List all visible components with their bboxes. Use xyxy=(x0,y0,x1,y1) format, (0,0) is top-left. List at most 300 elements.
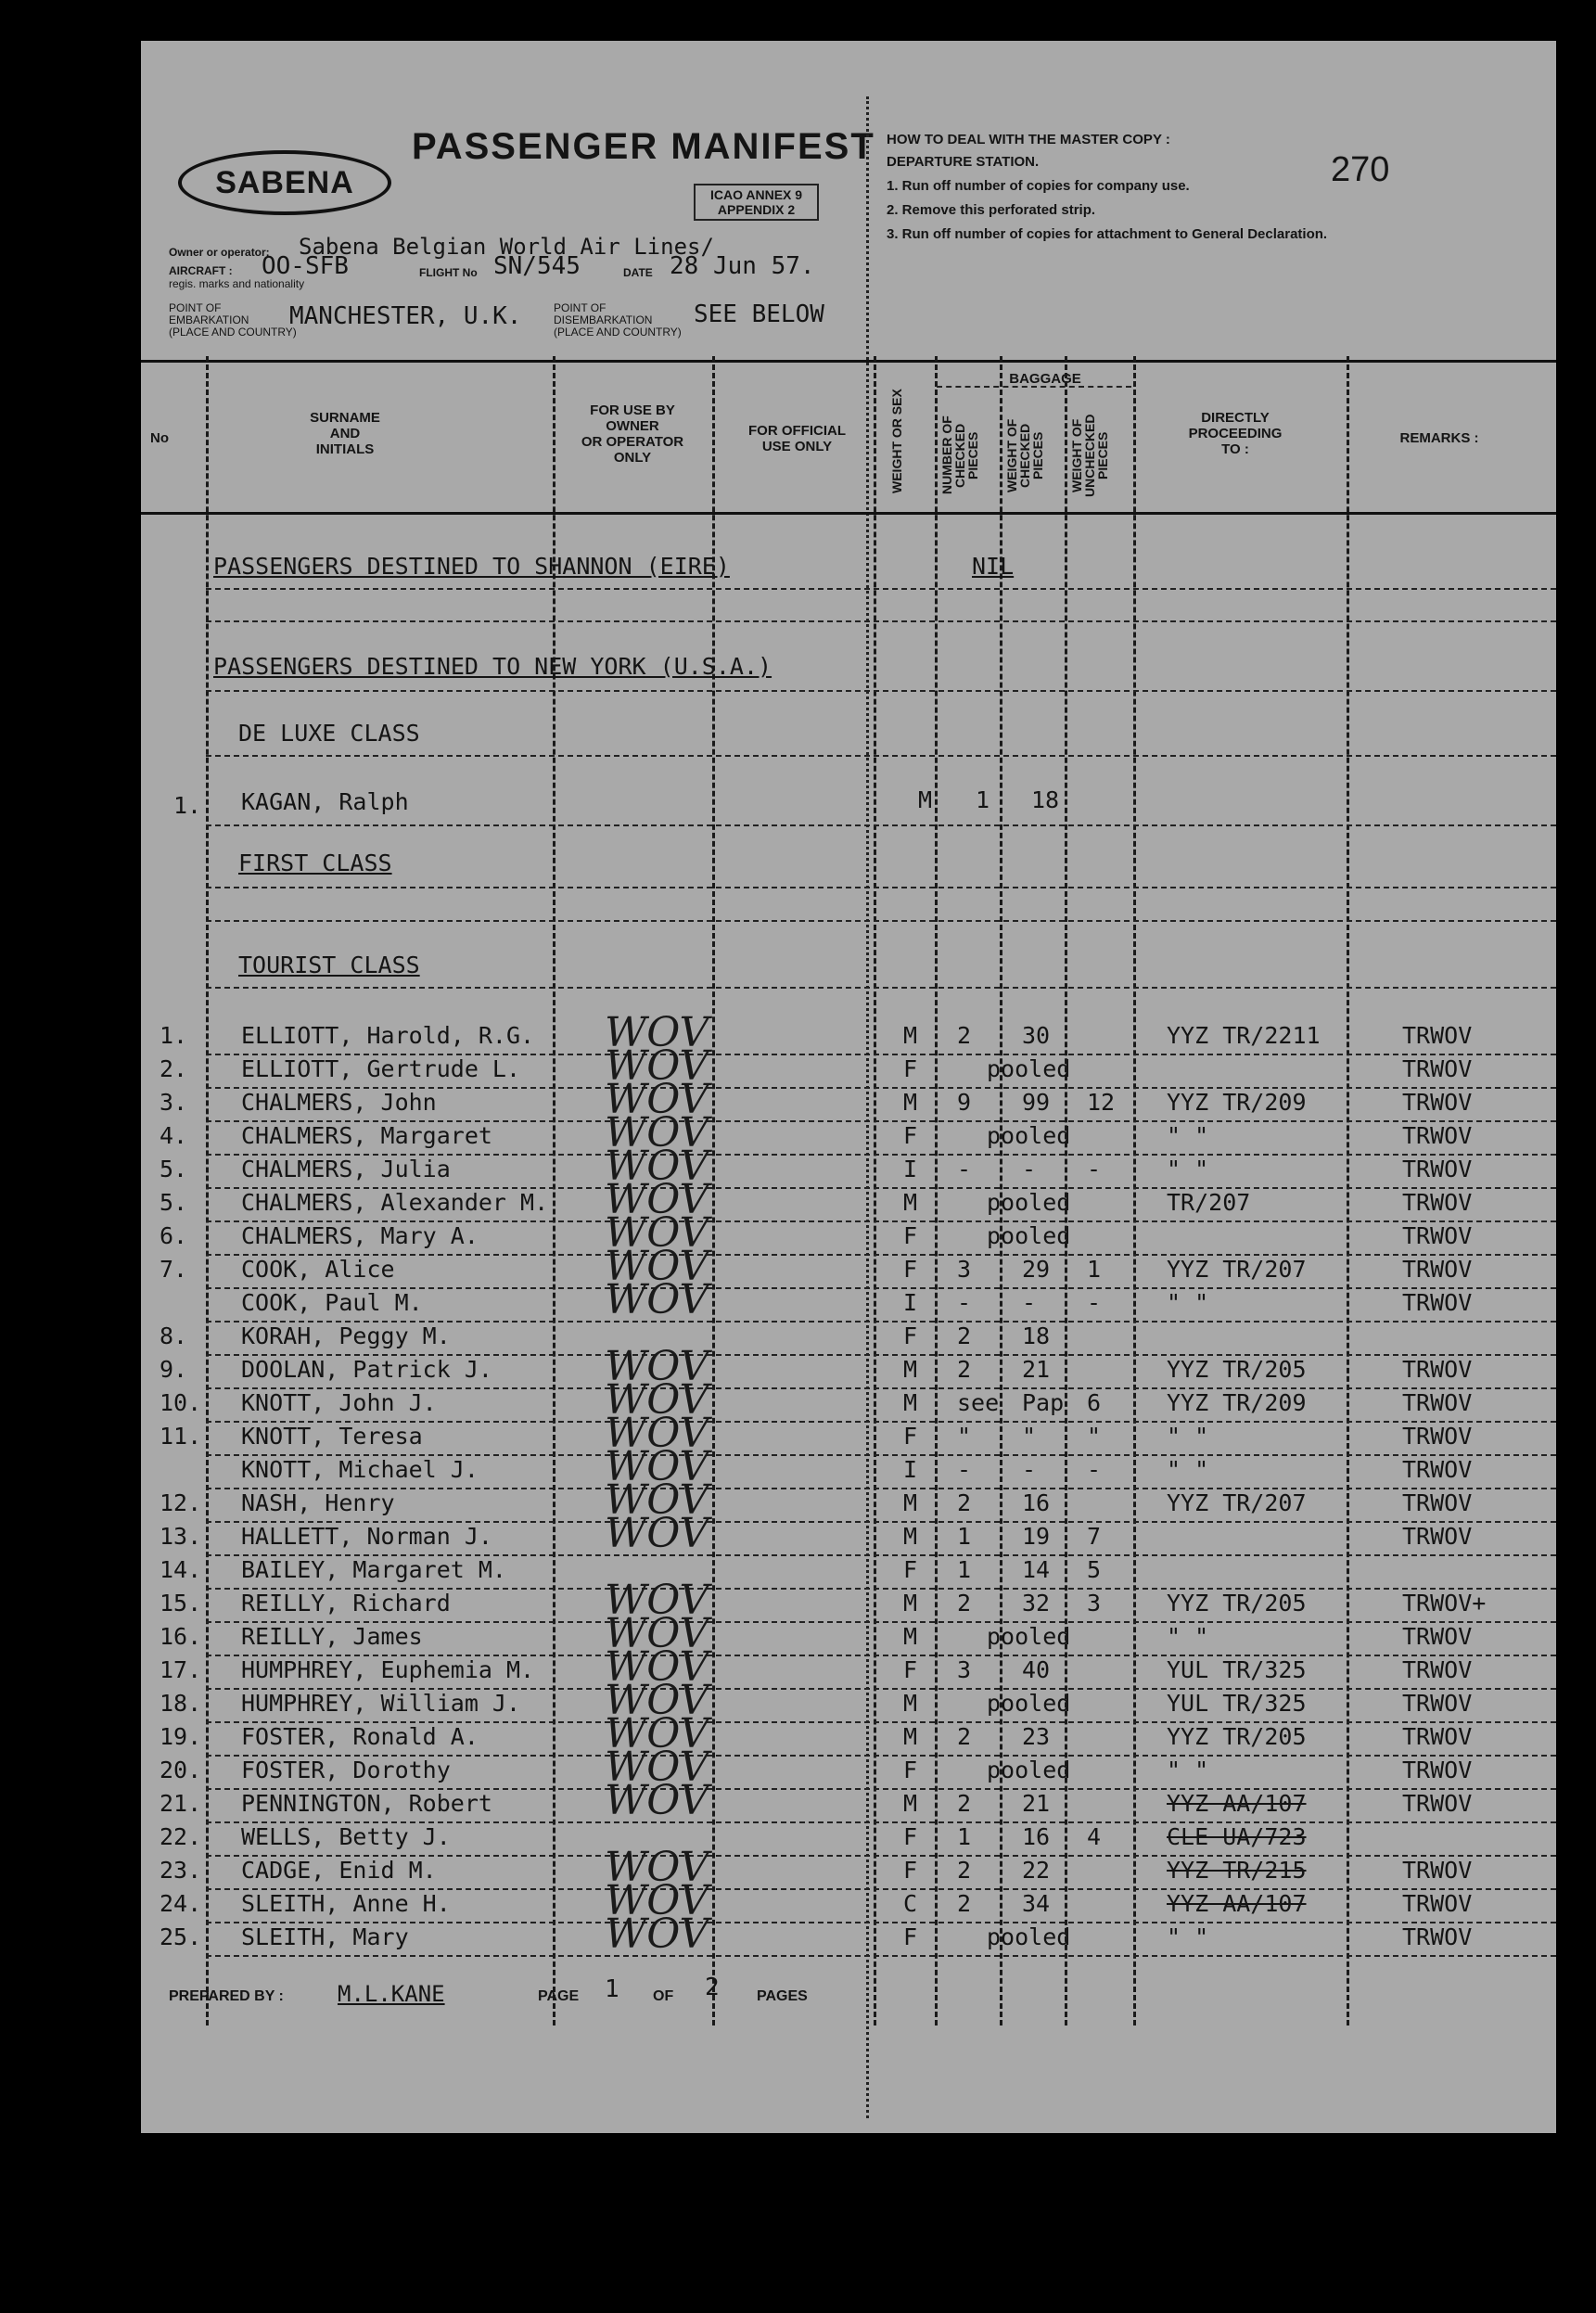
row-rule xyxy=(206,755,1556,757)
passenger-name: SLEITH, Mary xyxy=(241,1923,409,1950)
remarks: TRWOV xyxy=(1402,1222,1473,1249)
remarks: TRWOV xyxy=(1402,1423,1473,1450)
row-rule xyxy=(206,620,1556,622)
table-row xyxy=(141,1410,1556,1457)
proceeding-to: YYZ TR/205 xyxy=(1167,1356,1307,1383)
checked-weight: Pap xyxy=(1022,1389,1065,1416)
checked-pieces: - xyxy=(957,1456,972,1483)
proceeding-to: " " xyxy=(1167,1122,1209,1149)
checked-pieces: " xyxy=(957,1423,972,1450)
checked-pieces: 2 xyxy=(957,1323,972,1349)
remarks: TRWOV xyxy=(1402,1489,1473,1516)
table-row xyxy=(141,1042,1556,1090)
checked-pieces: 3 xyxy=(957,1256,972,1283)
table-row xyxy=(141,1143,1556,1190)
proceeding-to: " " xyxy=(1167,1423,1209,1450)
checked-weight: - xyxy=(1022,1156,1037,1182)
checked-pieces: pooled xyxy=(987,1222,1071,1249)
row-number: 17. xyxy=(160,1656,202,1683)
flight-label: FLIGHT No xyxy=(419,266,478,279)
section-shannon: PASSENGERS DESTINED TO SHANNON (EIRE) xyxy=(213,553,730,580)
remarks: TRWOV xyxy=(1402,1690,1473,1717)
col-header-baggage: BAGGAGE xyxy=(1009,371,1081,387)
aircraft-sublabel: regis. marks and nationality xyxy=(169,277,305,290)
icao-annex-box: ICAO ANNEX 9 APPENDIX 2 xyxy=(694,184,819,221)
unchecked-weight: - xyxy=(1087,1456,1102,1483)
passenger-sex: M xyxy=(903,1089,918,1116)
embarkation-label: POINT OF EMBARKATION (PLACE AND COUNTRY) xyxy=(169,301,297,339)
table-row xyxy=(141,1510,1556,1557)
proceeding-to: " " xyxy=(1167,1923,1209,1950)
handwritten-mark: WOV xyxy=(605,1243,709,1290)
row-number: 8. xyxy=(160,1323,188,1349)
checked-pieces: 2 xyxy=(957,1590,972,1617)
row-number: 24. xyxy=(160,1890,202,1917)
handwritten-mark: WOV xyxy=(605,1143,709,1190)
table-row xyxy=(141,1677,1556,1724)
unchecked-weight: " xyxy=(1087,1423,1102,1450)
row-rule xyxy=(206,588,1556,590)
baggage-divider xyxy=(937,386,1131,388)
passenger-sex: C xyxy=(903,1890,918,1917)
deluxe-passenger-pieces: 1 xyxy=(976,786,990,813)
remarks: TRWOV xyxy=(1402,1723,1473,1750)
passenger-name: KORAH, Peggy M. xyxy=(241,1323,451,1349)
unchecked-weight: 4 xyxy=(1087,1823,1102,1850)
col-header-no: No xyxy=(150,430,169,446)
operator-value: Sabena Belgian World Air Lines/ xyxy=(299,234,714,260)
row-number: 5. xyxy=(160,1189,188,1216)
col-header-proceeding: DIRECTLY PROCEEDING TO : xyxy=(1188,410,1283,457)
checked-pieces: 1 xyxy=(957,1523,972,1550)
checked-pieces: pooled xyxy=(987,1189,1071,1216)
instructions-title: HOW TO DEAL WITH THE MASTER COPY : xyxy=(887,132,1170,147)
checked-pieces: pooled xyxy=(987,1122,1071,1149)
unchecked-weight: 6 xyxy=(1087,1389,1102,1416)
table-row xyxy=(141,1777,1556,1824)
proceeding-to: YYZ TR/205 xyxy=(1167,1723,1307,1750)
passenger-sex: F xyxy=(903,1656,918,1683)
checked-pieces: 1 xyxy=(957,1556,972,1583)
passenger-sex: M xyxy=(903,1790,918,1817)
unchecked-weight: 12 xyxy=(1087,1089,1116,1116)
passenger-name: KNOTT, John J. xyxy=(241,1389,437,1416)
checked-weight: 32 xyxy=(1022,1590,1051,1617)
table-row xyxy=(141,1844,1556,1891)
remarks: TRWOV xyxy=(1402,1923,1473,1950)
checked-weight: 99 xyxy=(1022,1089,1051,1116)
table-row xyxy=(141,1376,1556,1424)
table-header-rule xyxy=(141,512,1556,515)
row-number: 11. xyxy=(160,1423,202,1450)
row-number: 3. xyxy=(160,1089,188,1116)
table-row xyxy=(141,1556,1556,1590)
passenger-name: REILLY, James xyxy=(241,1623,423,1650)
row-number: 4. xyxy=(160,1122,188,1149)
row-number: 18. xyxy=(160,1690,202,1717)
checked-pieces: 2 xyxy=(957,1857,972,1884)
table-row xyxy=(141,1176,1556,1223)
deluxe-passenger-sex: M xyxy=(918,786,933,813)
table-top-rule xyxy=(141,360,1556,363)
handwritten-mark: WOV xyxy=(605,1376,709,1424)
page-value: 1 xyxy=(605,1975,619,2003)
handwritten-mark: WOV xyxy=(605,1176,709,1223)
checked-pieces: 2 xyxy=(957,1790,972,1817)
passenger-name: CHALMERS, Julia xyxy=(241,1156,451,1182)
handwritten-mark: WOV xyxy=(605,1042,709,1090)
checked-pieces: 1 xyxy=(957,1823,972,1850)
col-header-remarks: REMARKS : xyxy=(1399,430,1479,446)
passenger-sex: F xyxy=(903,1857,918,1884)
table-row xyxy=(141,1910,1556,1958)
passenger-name: HUMPHREY, William J. xyxy=(241,1690,521,1717)
handwritten-mark: WOV xyxy=(605,1610,709,1657)
proceeding-to: YYZ TR/205 xyxy=(1167,1590,1307,1617)
handwritten-mark: WOV xyxy=(605,1109,709,1156)
checked-pieces: pooled xyxy=(987,1690,1071,1717)
proceeding-to: YYZ TR/209 xyxy=(1167,1089,1307,1116)
table-row xyxy=(141,1443,1556,1490)
remarks: TRWOV xyxy=(1402,1389,1473,1416)
passenger-sex: I xyxy=(903,1156,918,1182)
checked-weight: - xyxy=(1022,1289,1037,1316)
checked-weight: 21 xyxy=(1022,1356,1051,1383)
unchecked-weight: 3 xyxy=(1087,1590,1102,1617)
proceeding-to: YYZ TR/2211 xyxy=(1167,1022,1321,1049)
row-rule xyxy=(206,987,1556,989)
table-row xyxy=(141,1577,1556,1624)
remarks: TRWOV xyxy=(1402,1089,1473,1116)
date-value: 28 Jun 57. xyxy=(670,252,815,280)
passenger-sex: M xyxy=(903,1389,918,1416)
unchecked-weight: 7 xyxy=(1087,1523,1102,1550)
disembarkation-label: POINT OF DISEMBARKATION (PLACE AND COUNTRY) xyxy=(554,301,682,339)
page-stamp-number: 270 xyxy=(1331,150,1390,189)
proceeding-to: YYZ TR/209 xyxy=(1167,1389,1307,1416)
table-row xyxy=(141,1343,1556,1390)
row-number: 20. xyxy=(160,1757,202,1783)
checked-pieces: pooled xyxy=(987,1623,1071,1650)
proceeding-to: YUL TR/325 xyxy=(1167,1690,1307,1717)
section-first: FIRST CLASS xyxy=(238,850,392,876)
remarks: TRWOV xyxy=(1402,1890,1473,1917)
aircraft-value: OO-SFB xyxy=(262,252,349,280)
handwritten-mark: WOV xyxy=(605,1410,709,1457)
checked-weight: 30 xyxy=(1022,1022,1051,1049)
prepared-by-value: M.L.KANE xyxy=(338,1981,445,2007)
row-number: 22. xyxy=(160,1823,202,1850)
proceeding-to: " " xyxy=(1167,1623,1209,1650)
col-header-owner-use: FOR USE BY OWNER OR OPERATOR ONLY xyxy=(581,403,684,466)
col-header-weight-sex: WEIGHT OR SEX xyxy=(889,389,904,494)
passenger-sex: F xyxy=(903,1055,918,1082)
row-number: 12. xyxy=(160,1489,202,1516)
passenger-name: COOK, Alice xyxy=(241,1256,395,1283)
passenger-name: FOSTER, Ronald A. xyxy=(241,1723,479,1750)
passenger-name: COOK, Paul M. xyxy=(241,1289,423,1316)
instructions-station: DEPARTURE STATION. xyxy=(887,154,1040,170)
row-number: 1. xyxy=(160,1022,188,1049)
proceeding-to: " " xyxy=(1167,1456,1209,1483)
proceeding-to: YYZ TR/207 xyxy=(1167,1256,1307,1283)
checked-weight: 23 xyxy=(1022,1723,1051,1750)
passenger-name: ELLIOTT, Harold, R.G. xyxy=(241,1022,535,1049)
passenger-sex: F xyxy=(903,1556,918,1583)
proceeding-to: YYZ TR/215 xyxy=(1167,1857,1307,1884)
row-rule xyxy=(206,824,1556,826)
flight-value: SN/545 xyxy=(493,252,581,280)
page-label: PAGE xyxy=(538,1988,580,2004)
remarks: TRWOV xyxy=(1402,1623,1473,1650)
remarks: TRWOV xyxy=(1402,1289,1473,1316)
handwritten-mark: WOV xyxy=(605,1076,709,1123)
remarks: TRWOV xyxy=(1402,1055,1473,1082)
date-label: DATE xyxy=(623,266,653,279)
row-number: 2. xyxy=(160,1055,188,1082)
proceeding-to: CLE UA/723 xyxy=(1167,1823,1307,1850)
manifest-sheet xyxy=(141,41,1556,2133)
checked-weight: " xyxy=(1022,1423,1037,1450)
row-number: 5. xyxy=(160,1156,188,1182)
passenger-sex: I xyxy=(903,1289,918,1316)
unchecked-weight: - xyxy=(1087,1156,1102,1182)
row-rule xyxy=(206,920,1556,922)
table-row xyxy=(141,1710,1556,1757)
remarks: TRWOV xyxy=(1402,1189,1473,1216)
table-row xyxy=(141,1076,1556,1123)
passenger-name: CHALMERS, Alexander M. xyxy=(241,1189,549,1216)
row-number: 7. xyxy=(160,1256,188,1283)
passenger-name: SLEITH, Anne H. xyxy=(241,1890,451,1917)
operator-label: Owner or operator: xyxy=(169,246,270,259)
remarks: TRWOV xyxy=(1402,1156,1473,1182)
passenger-sex: F xyxy=(903,1222,918,1249)
handwritten-mark: WOV xyxy=(605,1009,709,1056)
col-header-weight-unchecked: WEIGHT OF UNCHECKED PIECES xyxy=(1069,414,1110,497)
remarks: TRWOV xyxy=(1402,1857,1473,1884)
checked-pieces: pooled xyxy=(987,1757,1071,1783)
passenger-name: FOSTER, Dorothy xyxy=(241,1757,451,1783)
proceeding-to: " " xyxy=(1167,1757,1209,1783)
passenger-name: CHALMERS, Mary A. xyxy=(241,1222,479,1249)
of-value: 2 xyxy=(705,1974,720,2001)
checked-weight: 22 xyxy=(1022,1857,1051,1884)
checked-pieces: 2 xyxy=(957,1022,972,1049)
table-row xyxy=(141,1243,1556,1290)
passenger-name: BAILEY, Margaret M. xyxy=(241,1556,506,1583)
checked-weight: 34 xyxy=(1022,1890,1051,1917)
handwritten-mark: WOV xyxy=(605,1643,709,1691)
row-number: 21. xyxy=(160,1790,202,1817)
row-number: 23. xyxy=(160,1857,202,1884)
handwritten-mark: WOV xyxy=(605,1777,709,1824)
section-newyork: PASSENGERS DESTINED TO NEW YORK (U.S.A.) xyxy=(213,653,772,680)
proceeding-to: " " xyxy=(1167,1289,1209,1316)
handwritten-mark: WOV xyxy=(605,1677,709,1724)
handwritten-mark: WOV xyxy=(605,1910,709,1958)
passenger-name: DOOLAN, Patrick J. xyxy=(241,1356,492,1383)
passenger-name: REILLY, Richard xyxy=(241,1590,451,1617)
prepared-by-label: PREPARED BY : xyxy=(169,1988,284,2004)
passenger-sex: M xyxy=(903,1523,918,1550)
row-number: 19. xyxy=(160,1723,202,1750)
col-header-surname: SURNAME AND INITIALS xyxy=(310,410,380,457)
checked-pieces: pooled xyxy=(987,1923,1071,1950)
checked-weight: 19 xyxy=(1022,1523,1051,1550)
proceeding-to: YUL TR/325 xyxy=(1167,1656,1307,1683)
section-tourist: TOURIST CLASS xyxy=(238,952,420,978)
handwritten-mark: WOV xyxy=(605,1577,709,1624)
checked-pieces: 2 xyxy=(957,1356,972,1383)
checked-weight: 14 xyxy=(1022,1556,1051,1583)
table-row xyxy=(141,1323,1556,1356)
deluxe-passenger-name: KAGAN, Ralph xyxy=(241,788,409,815)
passenger-sex: F xyxy=(903,1423,918,1450)
table-row xyxy=(141,1823,1556,1857)
row-number: 25. xyxy=(160,1923,202,1950)
checked-weight: 18 xyxy=(1022,1323,1051,1349)
checked-weight: 21 xyxy=(1022,1790,1051,1817)
remarks: TRWOV xyxy=(1402,1122,1473,1149)
passenger-name: CHALMERS, John xyxy=(241,1089,437,1116)
passenger-name: KNOTT, Michael J. xyxy=(241,1456,479,1483)
checked-pieces: 2 xyxy=(957,1890,972,1917)
handwritten-mark: WOV xyxy=(605,1209,709,1257)
passenger-name: CHALMERS, Margaret xyxy=(241,1122,492,1149)
passenger-sex: M xyxy=(903,1189,918,1216)
passenger-sex: M xyxy=(903,1623,918,1650)
passenger-name: NASH, Henry xyxy=(241,1489,395,1516)
sabena-logo: SABENA xyxy=(178,150,391,215)
row-number: 14. xyxy=(160,1556,202,1583)
instruction-item: 2. Remove this perforated strip. xyxy=(887,202,1096,218)
passenger-sex: F xyxy=(903,1823,918,1850)
table-row xyxy=(141,1209,1556,1257)
handwritten-mark: WOV xyxy=(605,1343,709,1390)
unchecked-weight: 5 xyxy=(1087,1556,1102,1583)
checked-weight: 40 xyxy=(1022,1656,1051,1683)
passenger-sex: F xyxy=(903,1323,918,1349)
remarks: TRWOV xyxy=(1402,1356,1473,1383)
remarks: TRWOV xyxy=(1402,1656,1473,1683)
checked-pieces: - xyxy=(957,1156,972,1182)
form-title: PASSENGER MANIFEST xyxy=(412,126,875,167)
handwritten-mark: WOV xyxy=(605,1844,709,1891)
handwritten-mark: WOV xyxy=(605,1476,709,1524)
row-number: 16. xyxy=(160,1623,202,1650)
row-number: 6. xyxy=(160,1222,188,1249)
handwritten-mark: WOV xyxy=(605,1510,709,1557)
unchecked-weight: - xyxy=(1087,1289,1102,1316)
instruction-item: 1. Run off number of copies for company use. xyxy=(887,178,1190,194)
checked-pieces: 9 xyxy=(957,1089,972,1116)
checked-pieces: 3 xyxy=(957,1656,972,1683)
passenger-name: PENNINGTON, Robert xyxy=(241,1790,492,1817)
passenger-sex: M xyxy=(903,1723,918,1750)
remarks: TRWOV xyxy=(1402,1757,1473,1783)
passenger-name: HALLETT, Norman J. xyxy=(241,1523,492,1550)
passenger-sex: F xyxy=(903,1757,918,1783)
handwritten-mark: WOV xyxy=(605,1276,709,1323)
table-row xyxy=(141,1476,1556,1524)
deluxe-row-number: 1. xyxy=(173,792,202,819)
handwritten-mark: WOV xyxy=(605,1710,709,1757)
proceeding-to: YYZ TR/207 xyxy=(1167,1489,1307,1516)
table-row xyxy=(141,1009,1556,1056)
table-row xyxy=(141,1643,1556,1691)
remarks: TRWOV xyxy=(1402,1790,1473,1817)
passenger-sex: M xyxy=(903,1590,918,1617)
remarks: TRWOV xyxy=(1402,1022,1473,1049)
passenger-sex: M xyxy=(903,1690,918,1717)
row-number: 13. xyxy=(160,1523,202,1550)
row-rule xyxy=(206,690,1556,692)
checked-pieces: 2 xyxy=(957,1489,972,1516)
row-rule xyxy=(206,887,1556,888)
passenger-name: KNOTT, Teresa xyxy=(241,1423,423,1450)
proceeding-to: TR/207 xyxy=(1167,1189,1251,1216)
aircraft-label: AIRCRAFT : xyxy=(169,264,233,277)
of-label: OF xyxy=(653,1988,674,2004)
remarks: TRWOV xyxy=(1402,1456,1473,1483)
deluxe-passenger-weight: 18 xyxy=(1031,786,1060,813)
passenger-sex: F xyxy=(903,1122,918,1149)
table-row xyxy=(141,1109,1556,1156)
checked-pieces: pooled xyxy=(987,1055,1071,1082)
proceeding-to: YYZ AA/107 xyxy=(1167,1790,1307,1817)
checked-pieces: 2 xyxy=(957,1723,972,1750)
col-header-num-checked: NUMBER OF CHECKED PIECES xyxy=(939,415,980,495)
proceeding-to: " " xyxy=(1167,1156,1209,1182)
handwritten-mark: WOV xyxy=(605,1744,709,1791)
section-shannon-nil: NIL xyxy=(972,553,1015,580)
passenger-name: HUMPHREY, Euphemia M. xyxy=(241,1656,535,1683)
table-row xyxy=(141,1276,1556,1323)
passenger-name: CADGE, Enid M. xyxy=(241,1857,437,1884)
proceeding-to: YYZ AA/107 xyxy=(1167,1890,1307,1917)
passenger-sex: F xyxy=(903,1256,918,1283)
embarkation-value: MANCHESTER, U.K. xyxy=(289,302,522,330)
handwritten-mark: WOV xyxy=(605,1443,709,1490)
remarks: TRWOV xyxy=(1402,1523,1473,1550)
checked-weight: 29 xyxy=(1022,1256,1051,1283)
row-number: 10. xyxy=(160,1389,202,1416)
checked-weight: - xyxy=(1022,1456,1037,1483)
passenger-sex: F xyxy=(903,1923,918,1950)
instruction-item: 3. Run off number of copies for attachment to General Declaration. xyxy=(887,226,1328,242)
passenger-name: ELLIOTT, Gertrude L. xyxy=(241,1055,521,1082)
checked-weight: 16 xyxy=(1022,1823,1051,1850)
passenger-sex: M xyxy=(903,1489,918,1516)
table-row xyxy=(141,1877,1556,1924)
col-header-weight-checked: WEIGHT OF CHECKED PIECES xyxy=(1004,418,1045,492)
passenger-name: WELLS, Betty J. xyxy=(241,1823,451,1850)
passenger-sex: M xyxy=(903,1022,918,1049)
remarks: TRWOV+ xyxy=(1402,1590,1487,1617)
section-deluxe: DE LUXE CLASS xyxy=(238,720,420,747)
passenger-sex: I xyxy=(903,1456,918,1483)
handwritten-mark: WOV xyxy=(605,1877,709,1924)
col-header-official-use: FOR OFFICIAL USE ONLY xyxy=(748,423,846,454)
table-row xyxy=(141,1744,1556,1791)
table-row xyxy=(141,1610,1556,1657)
checked-pieces: see xyxy=(957,1389,1000,1416)
pages-label: PAGES xyxy=(757,1988,808,2004)
checked-pieces: - xyxy=(957,1289,972,1316)
remarks: TRWOV xyxy=(1402,1256,1473,1283)
passenger-sex: M xyxy=(903,1356,918,1383)
